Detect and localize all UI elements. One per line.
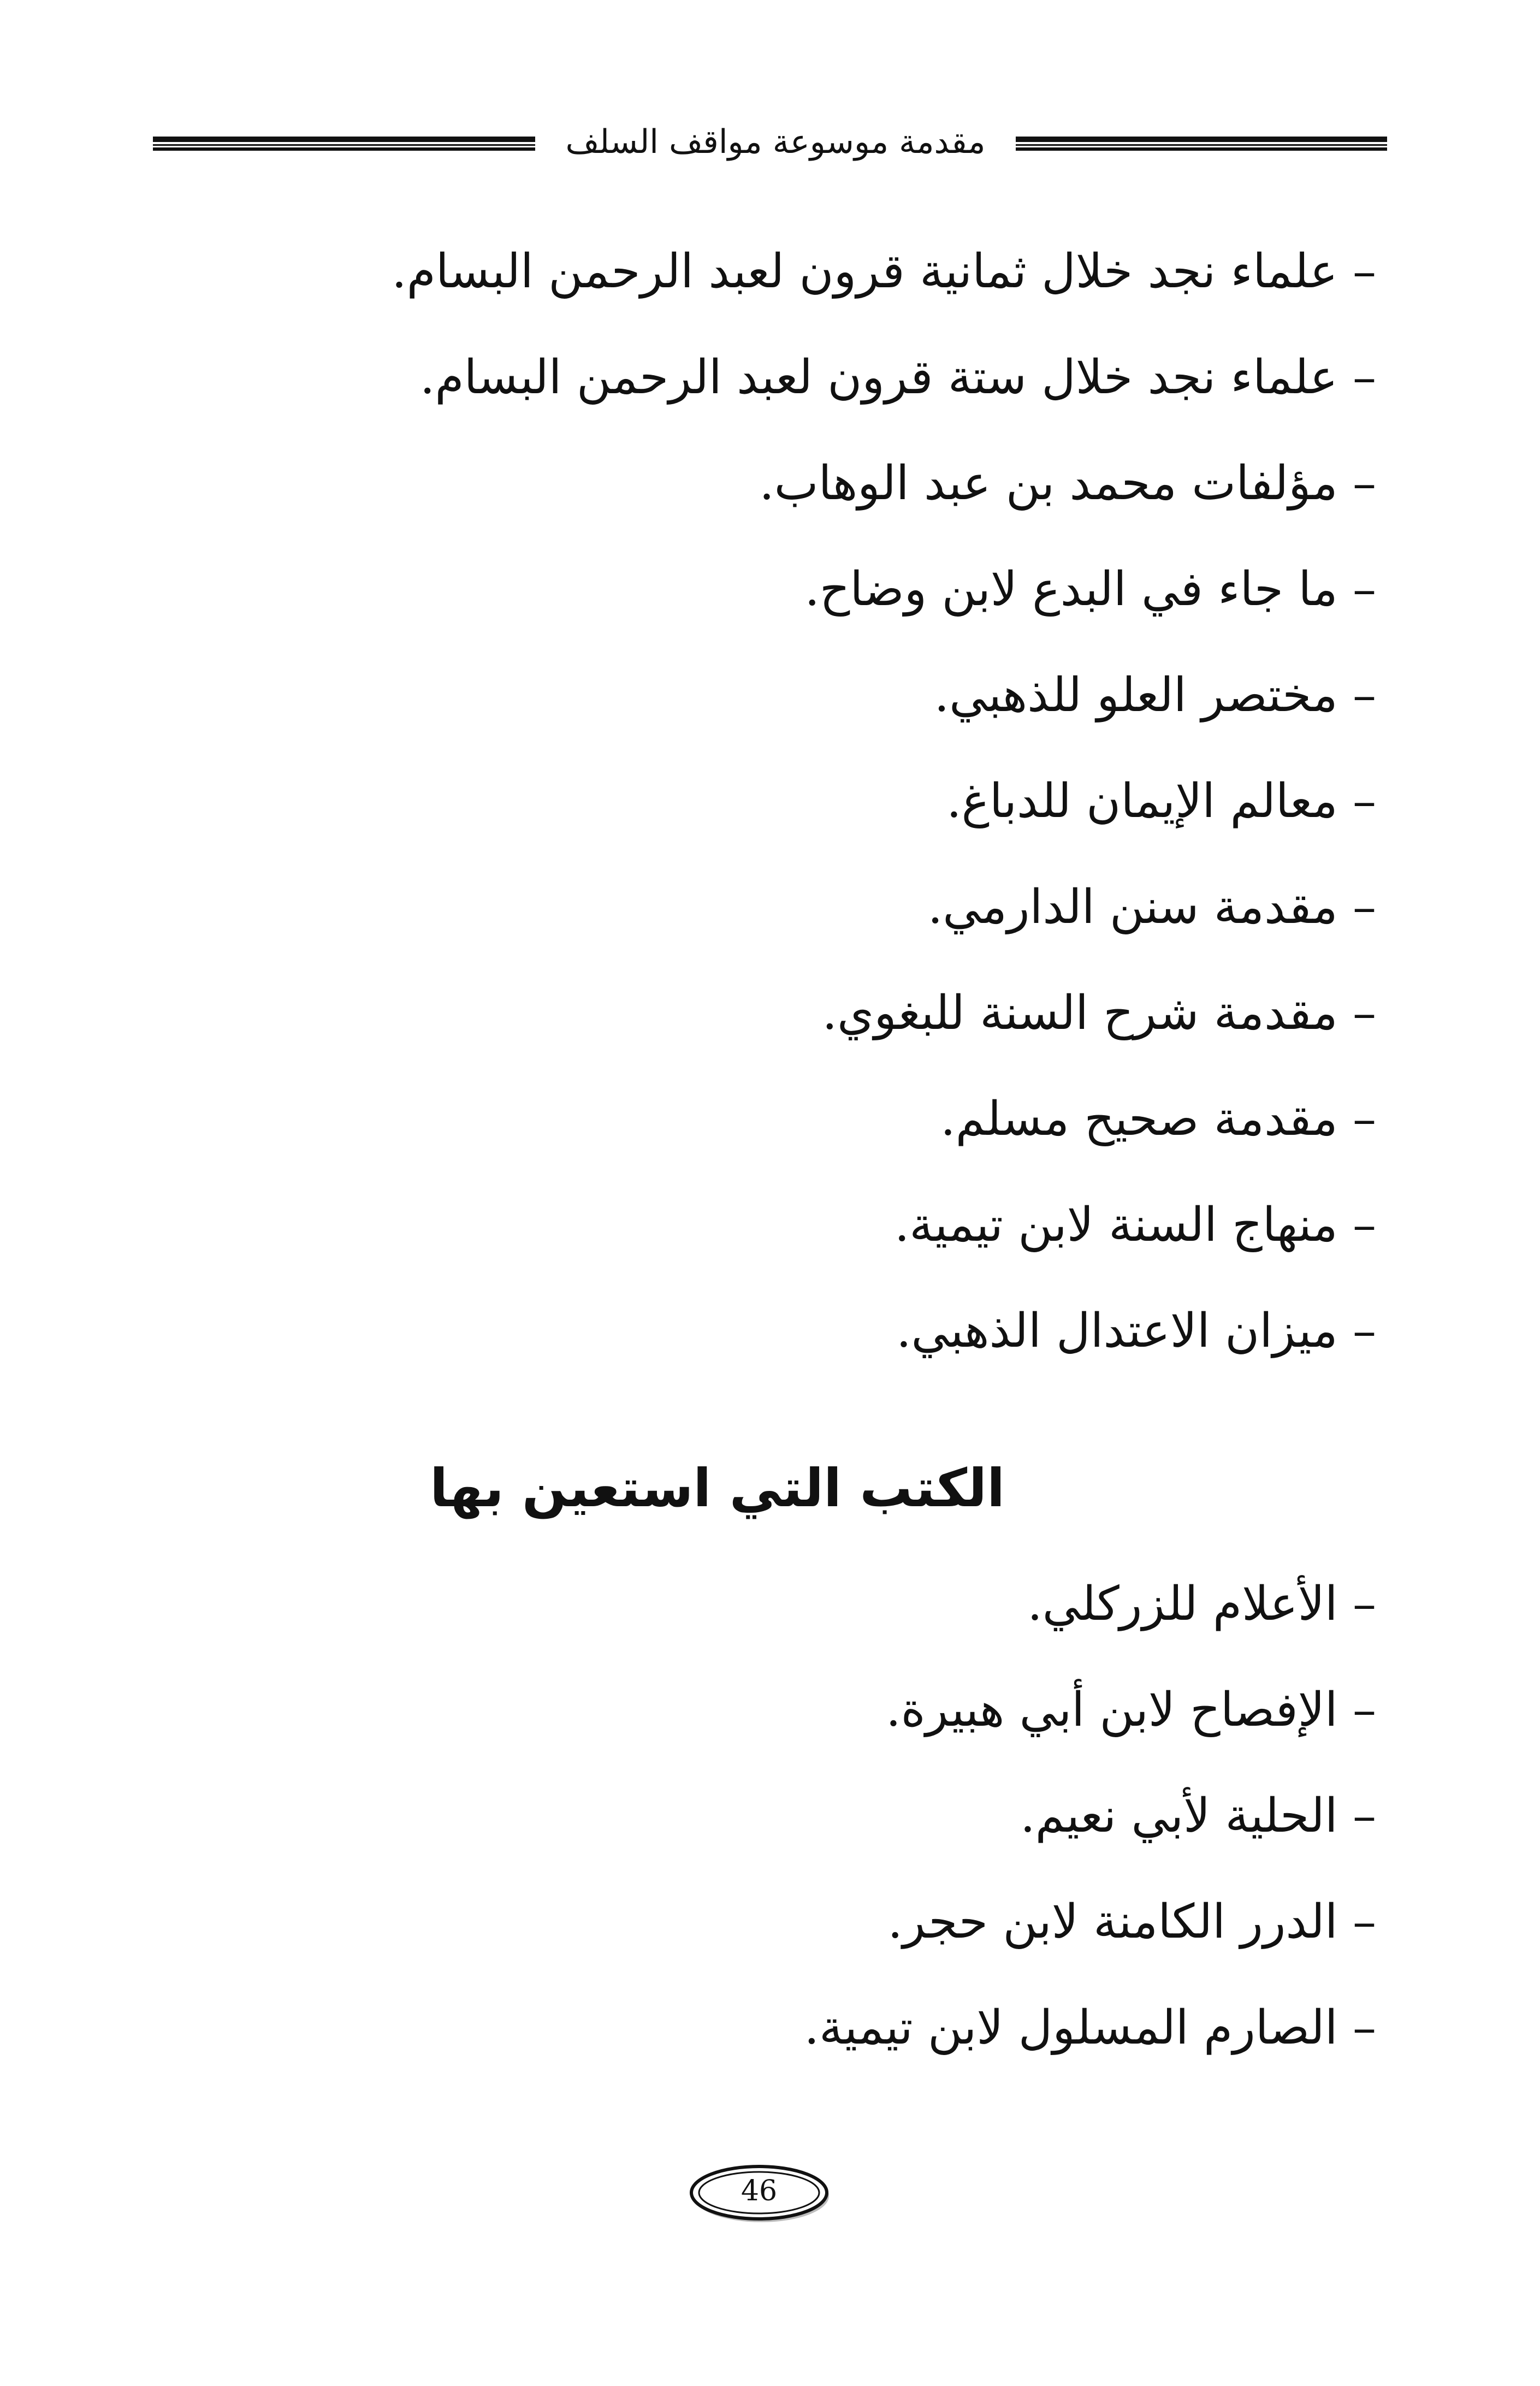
list-item: – الصارم المسلول لابن تيمية.: [804, 2000, 1376, 2055]
list-item: – مؤلفات محمد بن عبد الوهاب.: [759, 456, 1376, 511]
running-header: [153, 115, 1387, 175]
page-number-badge: [685, 2160, 833, 2225]
list-item: – معالم الإيمان للدباغ.: [946, 774, 1376, 828]
page-number: 46: [741, 2175, 778, 2207]
list-item: – علماء نجد خلال ثمانية قرون لعبد الرحمن البسام.: [392, 244, 1376, 299]
list-item: – الدرر الكامنة لابن حجر.: [887, 1894, 1376, 1949]
list-item: – الأعلام للزركلي.: [1027, 1577, 1376, 1631]
list-item: – ميزان الاعتدال الذهبي.: [896, 1304, 1376, 1358]
list-item: – مقدمة صحيح مسلم.: [940, 1092, 1376, 1146]
list-item: – مختصر العلو للذهبي.: [934, 668, 1376, 723]
header-rule-right: [1016, 137, 1387, 151]
list-item: – مقدمة سنن الدارمي.: [927, 880, 1376, 934]
header-rule-left: [153, 137, 535, 151]
list-item: – ما جاء في البدع لابن وضاح.: [804, 562, 1376, 617]
header-title: مقدمة موسوعة مواقف السلف: [565, 123, 986, 161]
section-heading: الكتب التي استعين بها: [430, 1458, 1005, 1519]
list-item: – مقدمة شرح السنة للبغوي.: [822, 986, 1376, 1040]
list-item: – الحلية لأبي نعيم.: [1020, 1789, 1376, 1843]
list-item: – منهاج السنة لابن تيمية.: [894, 1198, 1376, 1252]
references-list-two: [120, 1551, 1376, 2081]
list-item: – الإفصاح لابن أبي هبيرة.: [886, 1683, 1376, 1737]
references-list-one: [120, 218, 1376, 1384]
list-item: – علماء نجد خلال ستة قرون لعبد الرحمن البسام.: [420, 350, 1376, 405]
